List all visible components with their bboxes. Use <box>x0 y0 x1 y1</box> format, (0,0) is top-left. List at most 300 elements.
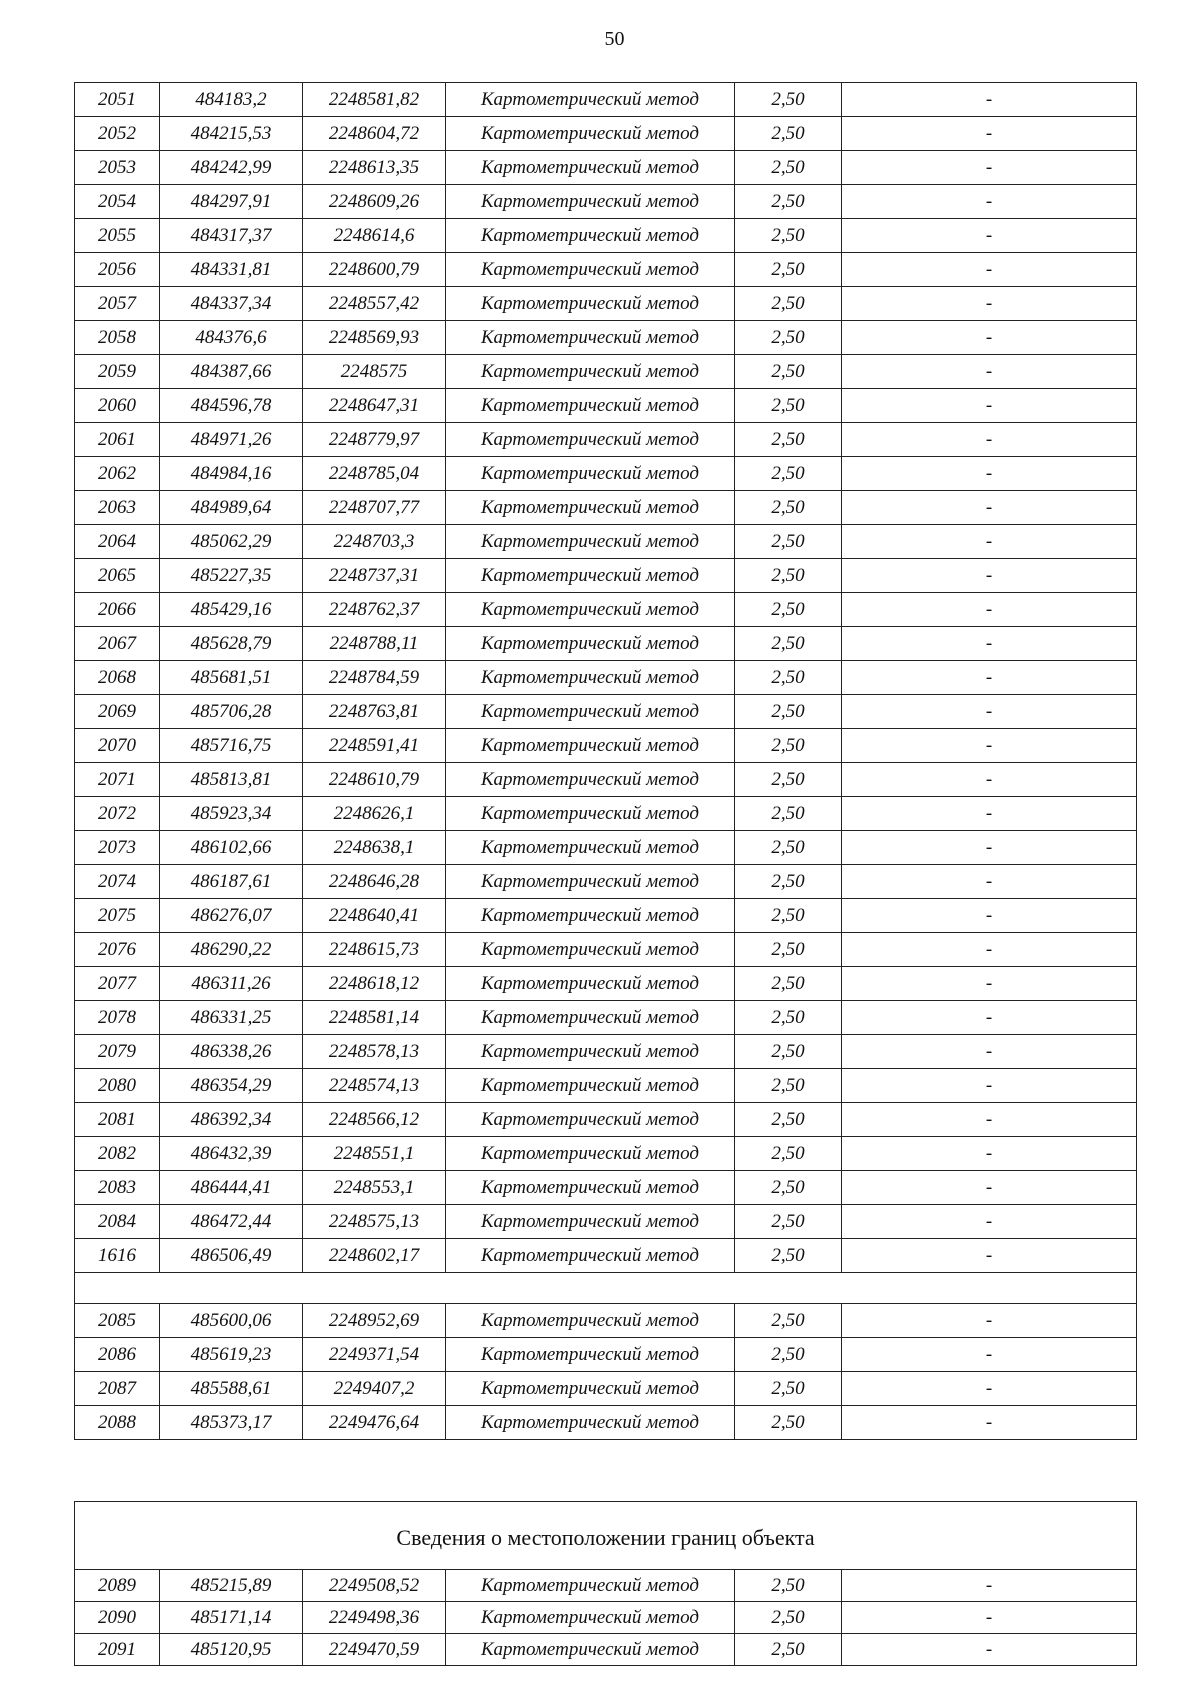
point-number-cell: 2073 <box>75 831 160 865</box>
y-coordinate-cell: 2248581,82 <box>303 83 446 117</box>
accuracy-cell: 2,50 <box>735 491 842 525</box>
description-cell: - <box>842 763 1137 797</box>
y-coordinate-cell: 2248703,3 <box>303 525 446 559</box>
x-coordinate-cell: 486187,61 <box>160 865 303 899</box>
table-row <box>75 797 1137 831</box>
description-cell: - <box>842 627 1137 661</box>
method-cell: Картометрический метод <box>446 967 735 1001</box>
x-coordinate-cell: 485628,79 <box>160 627 303 661</box>
description-cell: - <box>842 219 1137 253</box>
method-cell: Картометрический метод <box>446 763 735 797</box>
table-row <box>75 321 1137 355</box>
accuracy-cell: 2,50 <box>735 117 842 151</box>
x-coordinate-cell: 486276,07 <box>160 899 303 933</box>
method-cell: Картометрический метод <box>446 1069 735 1103</box>
method-cell: Картометрический метод <box>446 1171 735 1205</box>
x-coordinate-cell: 486354,29 <box>160 1069 303 1103</box>
y-coordinate-cell: 2248614,6 <box>303 219 446 253</box>
point-number-cell: 2076 <box>75 933 160 967</box>
accuracy-cell: 2,50 <box>735 1137 842 1171</box>
y-coordinate-cell: 2248707,77 <box>303 491 446 525</box>
table-row <box>75 695 1137 729</box>
point-number-cell: 2090 <box>75 1602 160 1634</box>
table-row <box>75 151 1137 185</box>
description-cell: - <box>842 321 1137 355</box>
point-number-cell: 2069 <box>75 695 160 729</box>
method-cell: Картометрический метод <box>446 1239 735 1273</box>
accuracy-cell: 2,50 <box>735 1634 842 1666</box>
table-row <box>75 1570 1137 1602</box>
table-row <box>75 185 1137 219</box>
method-cell: Картометрический метод <box>446 185 735 219</box>
description-cell: - <box>842 1338 1137 1372</box>
x-coordinate-cell: 484376,6 <box>160 321 303 355</box>
y-coordinate-cell: 2248566,12 <box>303 1103 446 1137</box>
point-number-cell: 2088 <box>75 1406 160 1440</box>
point-number-cell: 2077 <box>75 967 160 1001</box>
accuracy-cell: 2,50 <box>735 627 842 661</box>
table-row <box>75 287 1137 321</box>
point-number-cell: 2086 <box>75 1338 160 1372</box>
point-number-cell: 2057 <box>75 287 160 321</box>
y-coordinate-cell: 2248615,73 <box>303 933 446 967</box>
description-cell: - <box>842 967 1137 1001</box>
accuracy-cell: 2,50 <box>735 1239 842 1273</box>
y-coordinate-cell: 2249407,2 <box>303 1372 446 1406</box>
x-coordinate-cell: 484596,78 <box>160 389 303 423</box>
x-coordinate-cell: 484989,64 <box>160 491 303 525</box>
accuracy-cell: 2,50 <box>735 899 842 933</box>
accuracy-cell: 2,50 <box>735 797 842 831</box>
x-coordinate-cell: 484242,99 <box>160 151 303 185</box>
x-coordinate-cell: 485120,95 <box>160 1634 303 1666</box>
method-cell: Картометрический метод <box>446 1001 735 1035</box>
y-coordinate-cell: 2248600,79 <box>303 253 446 287</box>
x-coordinate-cell: 485813,81 <box>160 763 303 797</box>
description-cell: - <box>842 1001 1137 1035</box>
y-coordinate-cell: 2248575 <box>303 355 446 389</box>
y-coordinate-cell: 2249508,52 <box>303 1570 446 1602</box>
point-number-cell: 2054 <box>75 185 160 219</box>
page-number: 50 <box>604 28 625 50</box>
x-coordinate-cell: 486102,66 <box>160 831 303 865</box>
accuracy-cell: 2,50 <box>735 1171 842 1205</box>
accuracy-cell: 2,50 <box>735 695 842 729</box>
y-coordinate-cell: 2248569,93 <box>303 321 446 355</box>
point-number-cell: 2072 <box>75 797 160 831</box>
x-coordinate-cell: 485588,61 <box>160 1372 303 1406</box>
x-coordinate-cell: 485429,16 <box>160 593 303 627</box>
method-cell: Картометрический метод <box>446 593 735 627</box>
description-cell: - <box>842 1205 1137 1239</box>
accuracy-cell: 2,50 <box>735 389 842 423</box>
y-coordinate-cell: 2248779,97 <box>303 423 446 457</box>
x-coordinate-cell: 484297,91 <box>160 185 303 219</box>
y-coordinate-cell: 2248591,41 <box>303 729 446 763</box>
accuracy-cell: 2,50 <box>735 287 842 321</box>
method-cell: Картометрический метод <box>446 1406 735 1440</box>
point-number-cell: 2059 <box>75 355 160 389</box>
section-heading-row <box>75 1502 1137 1570</box>
method-cell: Картометрический метод <box>446 1304 735 1338</box>
method-cell: Картометрический метод <box>446 695 735 729</box>
accuracy-cell: 2,50 <box>735 83 842 117</box>
y-coordinate-cell: 2249476,64 <box>303 1406 446 1440</box>
table-row <box>75 763 1137 797</box>
table-row <box>75 729 1137 763</box>
table-row <box>75 661 1137 695</box>
table-row <box>75 933 1137 967</box>
y-coordinate-cell: 2248646,28 <box>303 865 446 899</box>
description-cell: - <box>842 1602 1137 1634</box>
point-number-cell: 2053 <box>75 151 160 185</box>
y-coordinate-cell: 2248626,1 <box>303 797 446 831</box>
description-cell: - <box>842 593 1137 627</box>
point-number-cell: 2062 <box>75 457 160 491</box>
y-coordinate-cell: 2248578,13 <box>303 1035 446 1069</box>
accuracy-cell: 2,50 <box>735 967 842 1001</box>
table-row <box>75 457 1137 491</box>
y-coordinate-cell: 2248575,13 <box>303 1205 446 1239</box>
x-coordinate-cell: 485600,06 <box>160 1304 303 1338</box>
table-row <box>75 593 1137 627</box>
table-row <box>75 253 1137 287</box>
accuracy-cell: 2,50 <box>735 1069 842 1103</box>
section-heading: Сведения о местоположении границ объекта <box>75 1502 1137 1570</box>
y-coordinate-cell: 2248763,81 <box>303 695 446 729</box>
x-coordinate-cell: 486290,22 <box>160 933 303 967</box>
description-cell: - <box>842 899 1137 933</box>
point-number-cell: 2080 <box>75 1069 160 1103</box>
description-cell: - <box>842 1035 1137 1069</box>
table-row <box>75 1304 1137 1338</box>
description-cell: - <box>842 865 1137 899</box>
accuracy-cell: 2,50 <box>735 321 842 355</box>
point-number-cell: 2081 <box>75 1103 160 1137</box>
table-row <box>75 1338 1137 1372</box>
accuracy-cell: 2,50 <box>735 355 842 389</box>
accuracy-cell: 2,50 <box>735 457 842 491</box>
point-number-cell: 2063 <box>75 491 160 525</box>
accuracy-cell: 2,50 <box>735 151 842 185</box>
table-row <box>75 423 1137 457</box>
description-cell: - <box>842 491 1137 525</box>
method-cell: Картометрический метод <box>446 355 735 389</box>
method-cell: Картометрический метод <box>446 525 735 559</box>
x-coordinate-cell: 485062,29 <box>160 525 303 559</box>
method-cell: Картометрический метод <box>446 627 735 661</box>
method-cell: Картометрический метод <box>446 933 735 967</box>
description-cell: - <box>842 695 1137 729</box>
description-cell: - <box>842 797 1137 831</box>
accuracy-cell: 2,50 <box>735 1406 842 1440</box>
method-cell: Картометрический метод <box>446 151 735 185</box>
description-cell: - <box>842 1171 1137 1205</box>
accuracy-cell: 2,50 <box>735 1372 842 1406</box>
method-cell: Картометрический метод <box>446 797 735 831</box>
x-coordinate-cell: 485227,35 <box>160 559 303 593</box>
y-coordinate-cell: 2248638,1 <box>303 831 446 865</box>
x-coordinate-cell: 486506,49 <box>160 1239 303 1273</box>
x-coordinate-cell: 485619,23 <box>160 1338 303 1372</box>
x-coordinate-cell: 484331,81 <box>160 253 303 287</box>
y-coordinate-cell: 2248647,31 <box>303 389 446 423</box>
table-row <box>75 1171 1137 1205</box>
point-number-cell: 2071 <box>75 763 160 797</box>
accuracy-cell: 2,50 <box>735 763 842 797</box>
description-cell: - <box>842 729 1137 763</box>
accuracy-cell: 2,50 <box>735 1103 842 1137</box>
y-coordinate-cell: 2248952,69 <box>303 1304 446 1338</box>
point-number-cell: 2064 <box>75 525 160 559</box>
accuracy-cell: 2,50 <box>735 1035 842 1069</box>
x-coordinate-cell: 484337,34 <box>160 287 303 321</box>
method-cell: Картометрический метод <box>446 457 735 491</box>
method-cell: Картометрический метод <box>446 899 735 933</box>
description-cell: - <box>842 1239 1137 1273</box>
method-cell: Картометрический метод <box>446 117 735 151</box>
table-row <box>75 1137 1137 1171</box>
method-cell: Картометрический метод <box>446 1338 735 1372</box>
y-coordinate-cell: 2248551,1 <box>303 1137 446 1171</box>
spacer-cell <box>75 1273 1137 1304</box>
description-cell: - <box>842 457 1137 491</box>
method-cell: Картометрический метод <box>446 831 735 865</box>
accuracy-cell: 2,50 <box>735 831 842 865</box>
x-coordinate-cell: 485923,34 <box>160 797 303 831</box>
spacer-row <box>75 1273 1137 1304</box>
accuracy-cell: 2,50 <box>735 865 842 899</box>
x-coordinate-cell: 486444,41 <box>160 1171 303 1205</box>
coordinates-table <box>74 82 1137 1440</box>
point-number-cell: 2087 <box>75 1372 160 1406</box>
accuracy-cell: 2,50 <box>735 525 842 559</box>
description-cell: - <box>842 1069 1137 1103</box>
point-number-cell: 2079 <box>75 1035 160 1069</box>
point-number-cell: 2083 <box>75 1171 160 1205</box>
y-coordinate-cell: 2248609,26 <box>303 185 446 219</box>
description-cell: - <box>842 661 1137 695</box>
point-number-cell: 2078 <box>75 1001 160 1035</box>
point-number-cell: 2051 <box>75 83 160 117</box>
accuracy-cell: 2,50 <box>735 729 842 763</box>
method-cell: Картометрический метод <box>446 865 735 899</box>
accuracy-cell: 2,50 <box>735 1205 842 1239</box>
accuracy-cell: 2,50 <box>735 1304 842 1338</box>
table-row <box>75 389 1137 423</box>
accuracy-cell: 2,50 <box>735 1602 842 1634</box>
table-row <box>75 831 1137 865</box>
table-row <box>75 1069 1137 1103</box>
point-number-cell: 2060 <box>75 389 160 423</box>
accuracy-cell: 2,50 <box>735 559 842 593</box>
method-cell: Картометрический метод <box>446 491 735 525</box>
table-row <box>75 967 1137 1001</box>
y-coordinate-cell: 2248618,12 <box>303 967 446 1001</box>
y-coordinate-cell: 2249470,59 <box>303 1634 446 1666</box>
table-row <box>75 627 1137 661</box>
x-coordinate-cell: 486432,39 <box>160 1137 303 1171</box>
point-number-cell: 2052 <box>75 117 160 151</box>
method-cell: Картометрический метод <box>446 559 735 593</box>
description-cell: - <box>842 389 1137 423</box>
y-coordinate-cell: 2248557,42 <box>303 287 446 321</box>
description-cell: - <box>842 525 1137 559</box>
table-row <box>75 1372 1137 1406</box>
method-cell: Картометрический метод <box>446 661 735 695</box>
y-coordinate-cell: 2248581,14 <box>303 1001 446 1035</box>
method-cell: Картометрический метод <box>446 423 735 457</box>
x-coordinate-cell: 486311,26 <box>160 967 303 1001</box>
accuracy-cell: 2,50 <box>735 593 842 627</box>
x-coordinate-cell: 486331,25 <box>160 1001 303 1035</box>
table-row <box>75 1103 1137 1137</box>
y-coordinate-cell: 2248553,1 <box>303 1171 446 1205</box>
y-coordinate-cell: 2249498,36 <box>303 1602 446 1634</box>
object-boundaries-table <box>74 1501 1137 1666</box>
table-row <box>75 1406 1137 1440</box>
y-coordinate-cell: 2248610,79 <box>303 763 446 797</box>
method-cell: Картометрический метод <box>446 1103 735 1137</box>
point-number-cell: 2066 <box>75 593 160 627</box>
point-number-cell: 2084 <box>75 1205 160 1239</box>
y-coordinate-cell: 2248788,11 <box>303 627 446 661</box>
method-cell: Картометрический метод <box>446 1570 735 1602</box>
y-coordinate-cell: 2248785,04 <box>303 457 446 491</box>
table-row <box>75 1001 1137 1035</box>
method-cell: Картометрический метод <box>446 1137 735 1171</box>
table-row <box>75 1205 1137 1239</box>
table-row <box>75 1634 1137 1666</box>
table-row <box>75 525 1137 559</box>
y-coordinate-cell: 2248784,59 <box>303 661 446 695</box>
x-coordinate-cell: 485215,89 <box>160 1570 303 1602</box>
point-number-cell: 2065 <box>75 559 160 593</box>
point-number-cell: 2061 <box>75 423 160 457</box>
description-cell: - <box>842 185 1137 219</box>
accuracy-cell: 2,50 <box>735 1570 842 1602</box>
table-row <box>75 899 1137 933</box>
table-row <box>75 1602 1137 1634</box>
description-cell: - <box>842 933 1137 967</box>
x-coordinate-cell: 485171,14 <box>160 1602 303 1634</box>
description-cell: - <box>842 117 1137 151</box>
point-number-cell: 2075 <box>75 899 160 933</box>
table-row <box>75 117 1137 151</box>
x-coordinate-cell: 484387,66 <box>160 355 303 389</box>
accuracy-cell: 2,50 <box>735 1001 842 1035</box>
x-coordinate-cell: 485716,75 <box>160 729 303 763</box>
description-cell: - <box>842 1406 1137 1440</box>
method-cell: Картометрический метод <box>446 287 735 321</box>
method-cell: Картометрический метод <box>446 321 735 355</box>
method-cell: Картометрический метод <box>446 1205 735 1239</box>
point-number-cell: 1616 <box>75 1239 160 1273</box>
y-coordinate-cell: 2248602,17 <box>303 1239 446 1273</box>
x-coordinate-cell: 486392,34 <box>160 1103 303 1137</box>
x-coordinate-cell: 484984,16 <box>160 457 303 491</box>
description-cell: - <box>842 1634 1137 1666</box>
description-cell: - <box>842 1372 1137 1406</box>
x-coordinate-cell: 486338,26 <box>160 1035 303 1069</box>
description-cell: - <box>842 1137 1137 1171</box>
point-number-cell: 2074 <box>75 865 160 899</box>
point-number-cell: 2082 <box>75 1137 160 1171</box>
table-row <box>75 1035 1137 1069</box>
table-row <box>75 1239 1137 1273</box>
method-cell: Картометрический метод <box>446 219 735 253</box>
table-row <box>75 219 1137 253</box>
point-number-cell: 2056 <box>75 253 160 287</box>
description-cell: - <box>842 253 1137 287</box>
description-cell: - <box>842 83 1137 117</box>
x-coordinate-cell: 485706,28 <box>160 695 303 729</box>
table-row <box>75 355 1137 389</box>
y-coordinate-cell: 2249371,54 <box>303 1338 446 1372</box>
description-cell: - <box>842 559 1137 593</box>
y-coordinate-cell: 2248640,41 <box>303 899 446 933</box>
point-number-cell: 2058 <box>75 321 160 355</box>
method-cell: Картометрический метод <box>446 1035 735 1069</box>
accuracy-cell: 2,50 <box>735 219 842 253</box>
x-coordinate-cell: 484183,2 <box>160 83 303 117</box>
point-number-cell: 2085 <box>75 1304 160 1338</box>
point-number-cell: 2055 <box>75 219 160 253</box>
description-cell: - <box>842 287 1137 321</box>
point-number-cell: 2089 <box>75 1570 160 1602</box>
table-row <box>75 83 1137 117</box>
y-coordinate-cell: 2248604,72 <box>303 117 446 151</box>
method-cell: Картометрический метод <box>446 729 735 763</box>
accuracy-cell: 2,50 <box>735 933 842 967</box>
table-row <box>75 491 1137 525</box>
x-coordinate-cell: 486472,44 <box>160 1205 303 1239</box>
table-row <box>75 865 1137 899</box>
y-coordinate-cell: 2248737,31 <box>303 559 446 593</box>
accuracy-cell: 2,50 <box>735 661 842 695</box>
method-cell: Картометрический метод <box>446 1634 735 1666</box>
accuracy-cell: 2,50 <box>735 185 842 219</box>
y-coordinate-cell: 2248613,35 <box>303 151 446 185</box>
x-coordinate-cell: 484971,26 <box>160 423 303 457</box>
x-coordinate-cell: 484215,53 <box>160 117 303 151</box>
description-cell: - <box>842 831 1137 865</box>
point-number-cell: 2067 <box>75 627 160 661</box>
method-cell: Картометрический метод <box>446 389 735 423</box>
description-cell: - <box>842 423 1137 457</box>
point-number-cell: 2091 <box>75 1634 160 1666</box>
point-number-cell: 2070 <box>75 729 160 763</box>
method-cell: Картометрический метод <box>446 83 735 117</box>
description-cell: - <box>842 1570 1137 1602</box>
description-cell: - <box>842 1304 1137 1338</box>
method-cell: Картометрический метод <box>446 1602 735 1634</box>
accuracy-cell: 2,50 <box>735 423 842 457</box>
description-cell: - <box>842 151 1137 185</box>
description-cell: - <box>842 355 1137 389</box>
y-coordinate-cell: 2248762,37 <box>303 593 446 627</box>
x-coordinate-cell: 484317,37 <box>160 219 303 253</box>
x-coordinate-cell: 485681,51 <box>160 661 303 695</box>
description-cell: - <box>842 1103 1137 1137</box>
table-row <box>75 559 1137 593</box>
point-number-cell: 2068 <box>75 661 160 695</box>
x-coordinate-cell: 485373,17 <box>160 1406 303 1440</box>
accuracy-cell: 2,50 <box>735 1338 842 1372</box>
method-cell: Картометрический метод <box>446 1372 735 1406</box>
y-coordinate-cell: 2248574,13 <box>303 1069 446 1103</box>
accuracy-cell: 2,50 <box>735 253 842 287</box>
